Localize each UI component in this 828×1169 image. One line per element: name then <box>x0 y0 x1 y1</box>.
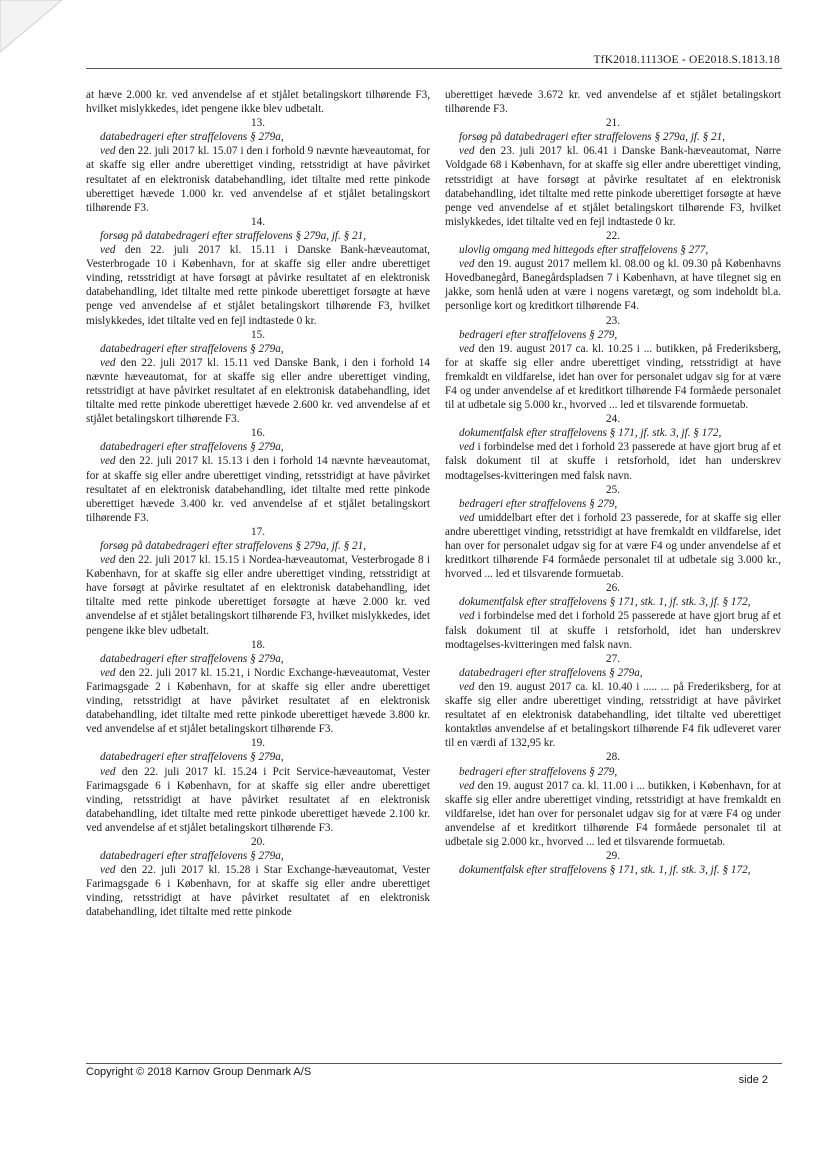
charge-description <box>445 440 781 482</box>
charge-number: 13. <box>251 117 265 130</box>
copyright-notice: Copyright © 2018 Karnov Group Denmark A/S <box>86 1066 312 1078</box>
charge-lead-word: ved <box>100 244 116 257</box>
charge-lead-word: ved <box>459 258 475 271</box>
charge-heading: dokumentfalsk efter straffelovens § 171, jf. stk. 3, jf. § 172, <box>459 427 722 440</box>
charge-number: 29. <box>606 850 620 863</box>
charge-text: den 22. juli 2017 kl. 15.24 i Pcit Service-hæveautomat, Vester Farimagsgade 6 i København, for at skaffe sig eller andre uberettiget vinding, retsstridigt at have påvirket resultatet af en elektronisk databehandling, idet tiltalte med rette pinkode uberettiget hævede 2.100 kr. ved anvendelse af et stjålet betalingskort tilhørende F3. <box>86 765 430 834</box>
charge-item <box>445 581 781 651</box>
charge-text: den 22. juli 2017 kl. 15.28 i Star Exchange-hæveautomat, Vester Farimagsgade 6 i København, for at skaffe sig eller andre uberettiget vinding, retsstridigt at have påvirket resultatet af en elektronisk databehandling, idet tiltalte med rette pinkode <box>86 864 430 919</box>
right-column <box>445 88 781 877</box>
charge-description <box>445 144 781 229</box>
charge-lead-word: ved <box>100 666 116 679</box>
charge-item <box>445 116 781 229</box>
charge-heading: dokumentfalsk efter straffelovens § 171, stk. 1, jf. stk. 3, jf. § 172, <box>459 864 751 877</box>
charge-heading: databedrageri efter straffelovens § 279a, <box>100 850 284 863</box>
charge-lead-word: ved <box>100 356 116 369</box>
charge-description <box>445 779 781 849</box>
charge-text: i forbindelse med det i forhold 25 passerede at have gjort brug af et falsk dokument til at skuffe i retsforhold, idet han underskrev modtagelses-kvitteringen med falsk navn. <box>445 610 781 651</box>
left-column <box>86 88 430 920</box>
charge-description <box>445 257 781 313</box>
charge-heading: databedrageri efter straffelovens § 279a, <box>100 342 284 355</box>
right-item-list <box>445 116 781 877</box>
charge-description <box>445 342 781 412</box>
charge-text: den 19. august 2017 ca. kl. 10.40 i ..... ... på Frederiksberg, for at skaffe sig eller andre uberettiget vinding, retsstridigt at have påvirket resultatet af en elektronisk databehandling, idet tiltalte ved uberettiget kontaktløs anvendelse af et betalingskort tilhørende F4 fik udleveret varer til en værdi af 132,95 kr. <box>445 680 781 750</box>
charge-text: den 22. juli 2017 kl. 15.21, i Nordic Exchange-hæveautomat, Vester Farimagsgade 2 i København, for at skaffe sig eller andre uberettiget vinding, retsstridigt at have påvirket resultatet af en elektronisk databehandling, idet tiltalte med rette pinkode uberettiget hævede 3.800 kr. ved anvendelse af et stjålet betalingskort tilhørende F3. <box>86 666 430 736</box>
charge-text: den 19. august 2017 ca. kl. 10.25 i ... butikken, på Frederiksberg, for at skaffe sig eller andre uberettiget vinding, retsstridigt at have fremkaldt en vildfarelse, idet han over for personalet udgav sig for at være F4 og under anvendelse af et kreditkort tilhørende F4 formåede personalet til at udbetale sig 5.000 kr., hvorved ... led et tilsvarende formuetab. <box>445 342 781 412</box>
charge-heading: databedrageri efter straffelovens § 279a, <box>100 131 284 144</box>
charge-heading: bedrageri efter straffelovens § 279, <box>459 765 618 778</box>
charge-item <box>445 229 781 314</box>
charge-number: 25. <box>606 483 620 496</box>
charge-heading: forsøg på databedrageri efter straffelovens § 279a, jf. § 21, <box>459 131 725 144</box>
left-item-list <box>86 116 430 919</box>
charge-heading: forsøg på databedrageri efter straffelovens § 279a, jf. § 21, <box>100 540 366 552</box>
charge-number: 17. <box>251 525 265 538</box>
charge-heading: databedrageri efter straffelovens § 279a, <box>100 751 284 764</box>
charge-item <box>445 314 781 413</box>
charge-item <box>86 525 430 638</box>
charge-item <box>445 483 781 582</box>
charge-text: den 22. juli 2017 kl. 15.11 i Danske Bank-hæveautomat, Vesterbrogade 10 i København, for at skaffe sig eller andre uberettiget vinding, retsstridigt at have forsøgt at påvirke resultatet af en elektronisk databehandling, idet tiltalte med rette pinkode uberettiget forsøgte at hæve penge ved anvendelse af et stjålet betalingskort tilhørende F3, hvilket mislykkedes, idet tiltalte ved en fejl indtastede 0 kr. <box>86 244 430 327</box>
charge-heading: bedrageri efter straffelovens § 279, <box>459 497 618 510</box>
charge-item <box>445 652 781 751</box>
charge-number: 22. <box>606 229 620 242</box>
charge-description <box>445 511 781 581</box>
charge-number: 20. <box>251 835 265 848</box>
charge-number: 26. <box>606 582 620 595</box>
charge-text: den 22. juli 2017 kl. 15.11 ved Danske Bank, i den i forhold 14 nævnte hæveautomat, for at skaffe sig eller andre uberettiget vinding, retsstridigt at have påvirket resultatet af en elektronisk databehandling, idet tiltalte med rette pinkode uberettiget hævede 2.600 kr. ved anvendelse af et stjålet betalingskort tilhørende F3. <box>86 356 430 426</box>
charge-item <box>86 426 430 525</box>
charge-number: 23. <box>606 314 620 327</box>
charge-description <box>445 609 781 651</box>
charge-number: 24. <box>606 413 620 426</box>
charge-item <box>86 215 430 328</box>
charge-heading: databedrageri efter straffelovens § 279a, <box>459 666 643 679</box>
charge-description <box>86 144 430 214</box>
charge-item <box>86 116 430 215</box>
charge-lead-word: ved <box>100 864 116 877</box>
charge-item <box>445 750 781 849</box>
charge-heading: databedrageri efter straffelovens § 279a, <box>100 652 284 665</box>
header-divider <box>86 68 782 69</box>
charge-lead-word: ved <box>459 680 475 693</box>
charge-item <box>445 849 781 877</box>
charge-description <box>86 765 430 835</box>
charge-heading: ulovlig omgang med hittegods efter straffelovens § 277, <box>459 244 709 257</box>
page-fold-corner <box>0 0 70 60</box>
charge-item <box>86 638 430 737</box>
charge-number: 16. <box>251 427 265 440</box>
charge-description <box>86 863 430 919</box>
charge-description <box>86 553 430 638</box>
charge-description <box>86 454 430 524</box>
charge-item <box>86 328 430 427</box>
charge-lead-word: ved <box>459 511 475 524</box>
charge-heading: forsøg på databedrageri efter straffelovens § 279a, jf. § 21, <box>100 229 366 242</box>
charge-text: i forbindelse med det i forhold 23 passerede at have gjort brug af et falsk dokument til at skuffe i retsforhold, idet han underskrev modtagelses-kvitteringen med falsk navn. <box>445 441 781 482</box>
charge-text: den 23. juli 2017 kl. 06.41 i Danske Bank-hæveautomat, Nørre Voldgade 68 i København, for at skaffe sig eller andre uberettiget vinding, retsstridigt at have forsøgt at påvirke resultatet af en elektronisk databehandling, idet tiltalte med rette pinkode uberettiget forsøgte at hæve penge ved anvendelse af et stjålet betalingskort tilhørende F3, hvilket mislykkedes, idet tiltalte ved en fejl indtastede 0 kr. <box>445 145 781 228</box>
charge-number: 18. <box>251 638 265 651</box>
document-reference: TfK2018.1113OE - OE2018.S.1813.18 <box>593 54 780 66</box>
charge-heading: bedrageri efter straffelovens § 279, <box>459 328 618 341</box>
charge-number: 19. <box>251 737 265 750</box>
charge-lead-word: ved <box>459 342 475 355</box>
charge-description <box>86 666 430 736</box>
footer-divider <box>86 1063 782 1064</box>
charge-number: 28. <box>606 751 620 764</box>
continuation-text: at hæve 2.000 kr. ved anvendelse af et stjålet betalingskort tilhørende F3, hvilket mislykkedes, idet pengene ikke blev udbetalt. <box>86 89 430 116</box>
charge-item <box>86 736 430 835</box>
charge-lead-word: ved <box>459 441 475 454</box>
charge-text: den 19. august 2017 ca. kl. 11.00 i ... butikken, i København, for at skaffe sig eller andre uberettiget vinding, retsstridigt at have fremkaldt en vildfarelse, idet han over for personalet udgav sig for at være F4 og under anvendelse af et kreditkort tilhørende F4 formåede personalet til at udbetale sig 2.000 kr., hvorved ... led et tilsvarende formuetab. <box>445 779 781 848</box>
charge-item <box>445 412 781 482</box>
charge-text: den 22. juli 2017 kl. 15.13 i den i forhold 14 nævnte hæveautomat, for at skaffe sig eller andre uberettiget vinding, retsstridigt at have påvirket resultatet af en elektronisk databehandling, idet tiltalte med rette pinkode uberettiget hævede 3.400 kr. ved anvendelse af et stjålet betalingskort tilhørende F3. <box>86 455 430 524</box>
charge-lead-word: ved <box>459 779 475 792</box>
charge-description <box>86 356 430 426</box>
charge-description <box>86 243 430 328</box>
charge-heading: databedrageri efter straffelovens § 279a, <box>100 441 284 454</box>
charge-text: den 22. juli 2017 kl. 15.15 i Nordea-hæveautomat, Vesterbrogade 8 i København, for at skaffe sig eller andre uberettiget vinding, retsstridigt at have forsøgt at påvirke resultatet af en elektronisk databehandling, idet tiltalte med rette pinkode uberettiget forsøgte at hæve 2.000 kr. ved anvendelse af et stjålet betalingskort tilhørende F3, hvilket mislykkedes, idet pengene ikke blev udbetalt. <box>86 554 430 637</box>
charge-lead-word: ved <box>459 610 475 623</box>
charge-text: umiddelbart efter det i forhold 23 passerede, for at skaffe sig eller andre uberettiget vinding, retsstridigt at have fremkaldt en vildfarelse, idet han over for personalet udgav sig for at være F4 og under anvendelse af et kreditkort tilhørende F4 formåede personalet til at udbetale sig 3.000 kr., hvorved ... led et tilsvarende formuetab. <box>445 511 781 581</box>
page-number: side 2 <box>738 1074 768 1086</box>
charge-text: den 19. august 2017 mellem kl. 08.00 og kl. 09.30 på Københavns Hovedbanegård, Banegårdspladsen 7 i København, at have tilegnet sig en jakke, som henlå uden at være i nogens varetægt, og som indeholdt bl.a. personlige kort og kreditkort tilhørende F4. <box>445 258 781 313</box>
charge-lead-word: ved <box>100 455 116 468</box>
charge-number: 21. <box>606 117 620 130</box>
charge-text: den 22. juli 2017 kl. 15.07 i den i forhold 9 nævnte hæveautomat, for at skaffe sig eller andre uberettiget vinding, retsstridigt at have påvirket resultatet af en elektronisk databehandling, idet tiltalte med rette pinkode uberettiget hævede 1.000 kr. ved anvendelse af et stjålet betalingskort tilhørende F3. <box>86 145 430 214</box>
charge-number: 27. <box>606 652 620 665</box>
charge-heading: dokumentfalsk efter straffelovens § 171, stk. 1, jf. stk. 3, jf. § 172, <box>459 596 751 609</box>
continuation-text: uberettiget hævede 3.672 kr. ved anvendelse af et stjålet betalingskort tilhørende F3. <box>445 89 781 116</box>
charge-number: 14. <box>251 215 265 228</box>
charge-lead-word: ved <box>100 145 116 158</box>
charge-description <box>445 680 781 750</box>
charge-item <box>86 835 430 920</box>
charge-lead-word: ved <box>459 145 475 158</box>
charge-lead-word: ved <box>100 554 116 567</box>
charge-lead-word: ved <box>100 765 116 778</box>
charge-number: 15. <box>251 328 265 341</box>
